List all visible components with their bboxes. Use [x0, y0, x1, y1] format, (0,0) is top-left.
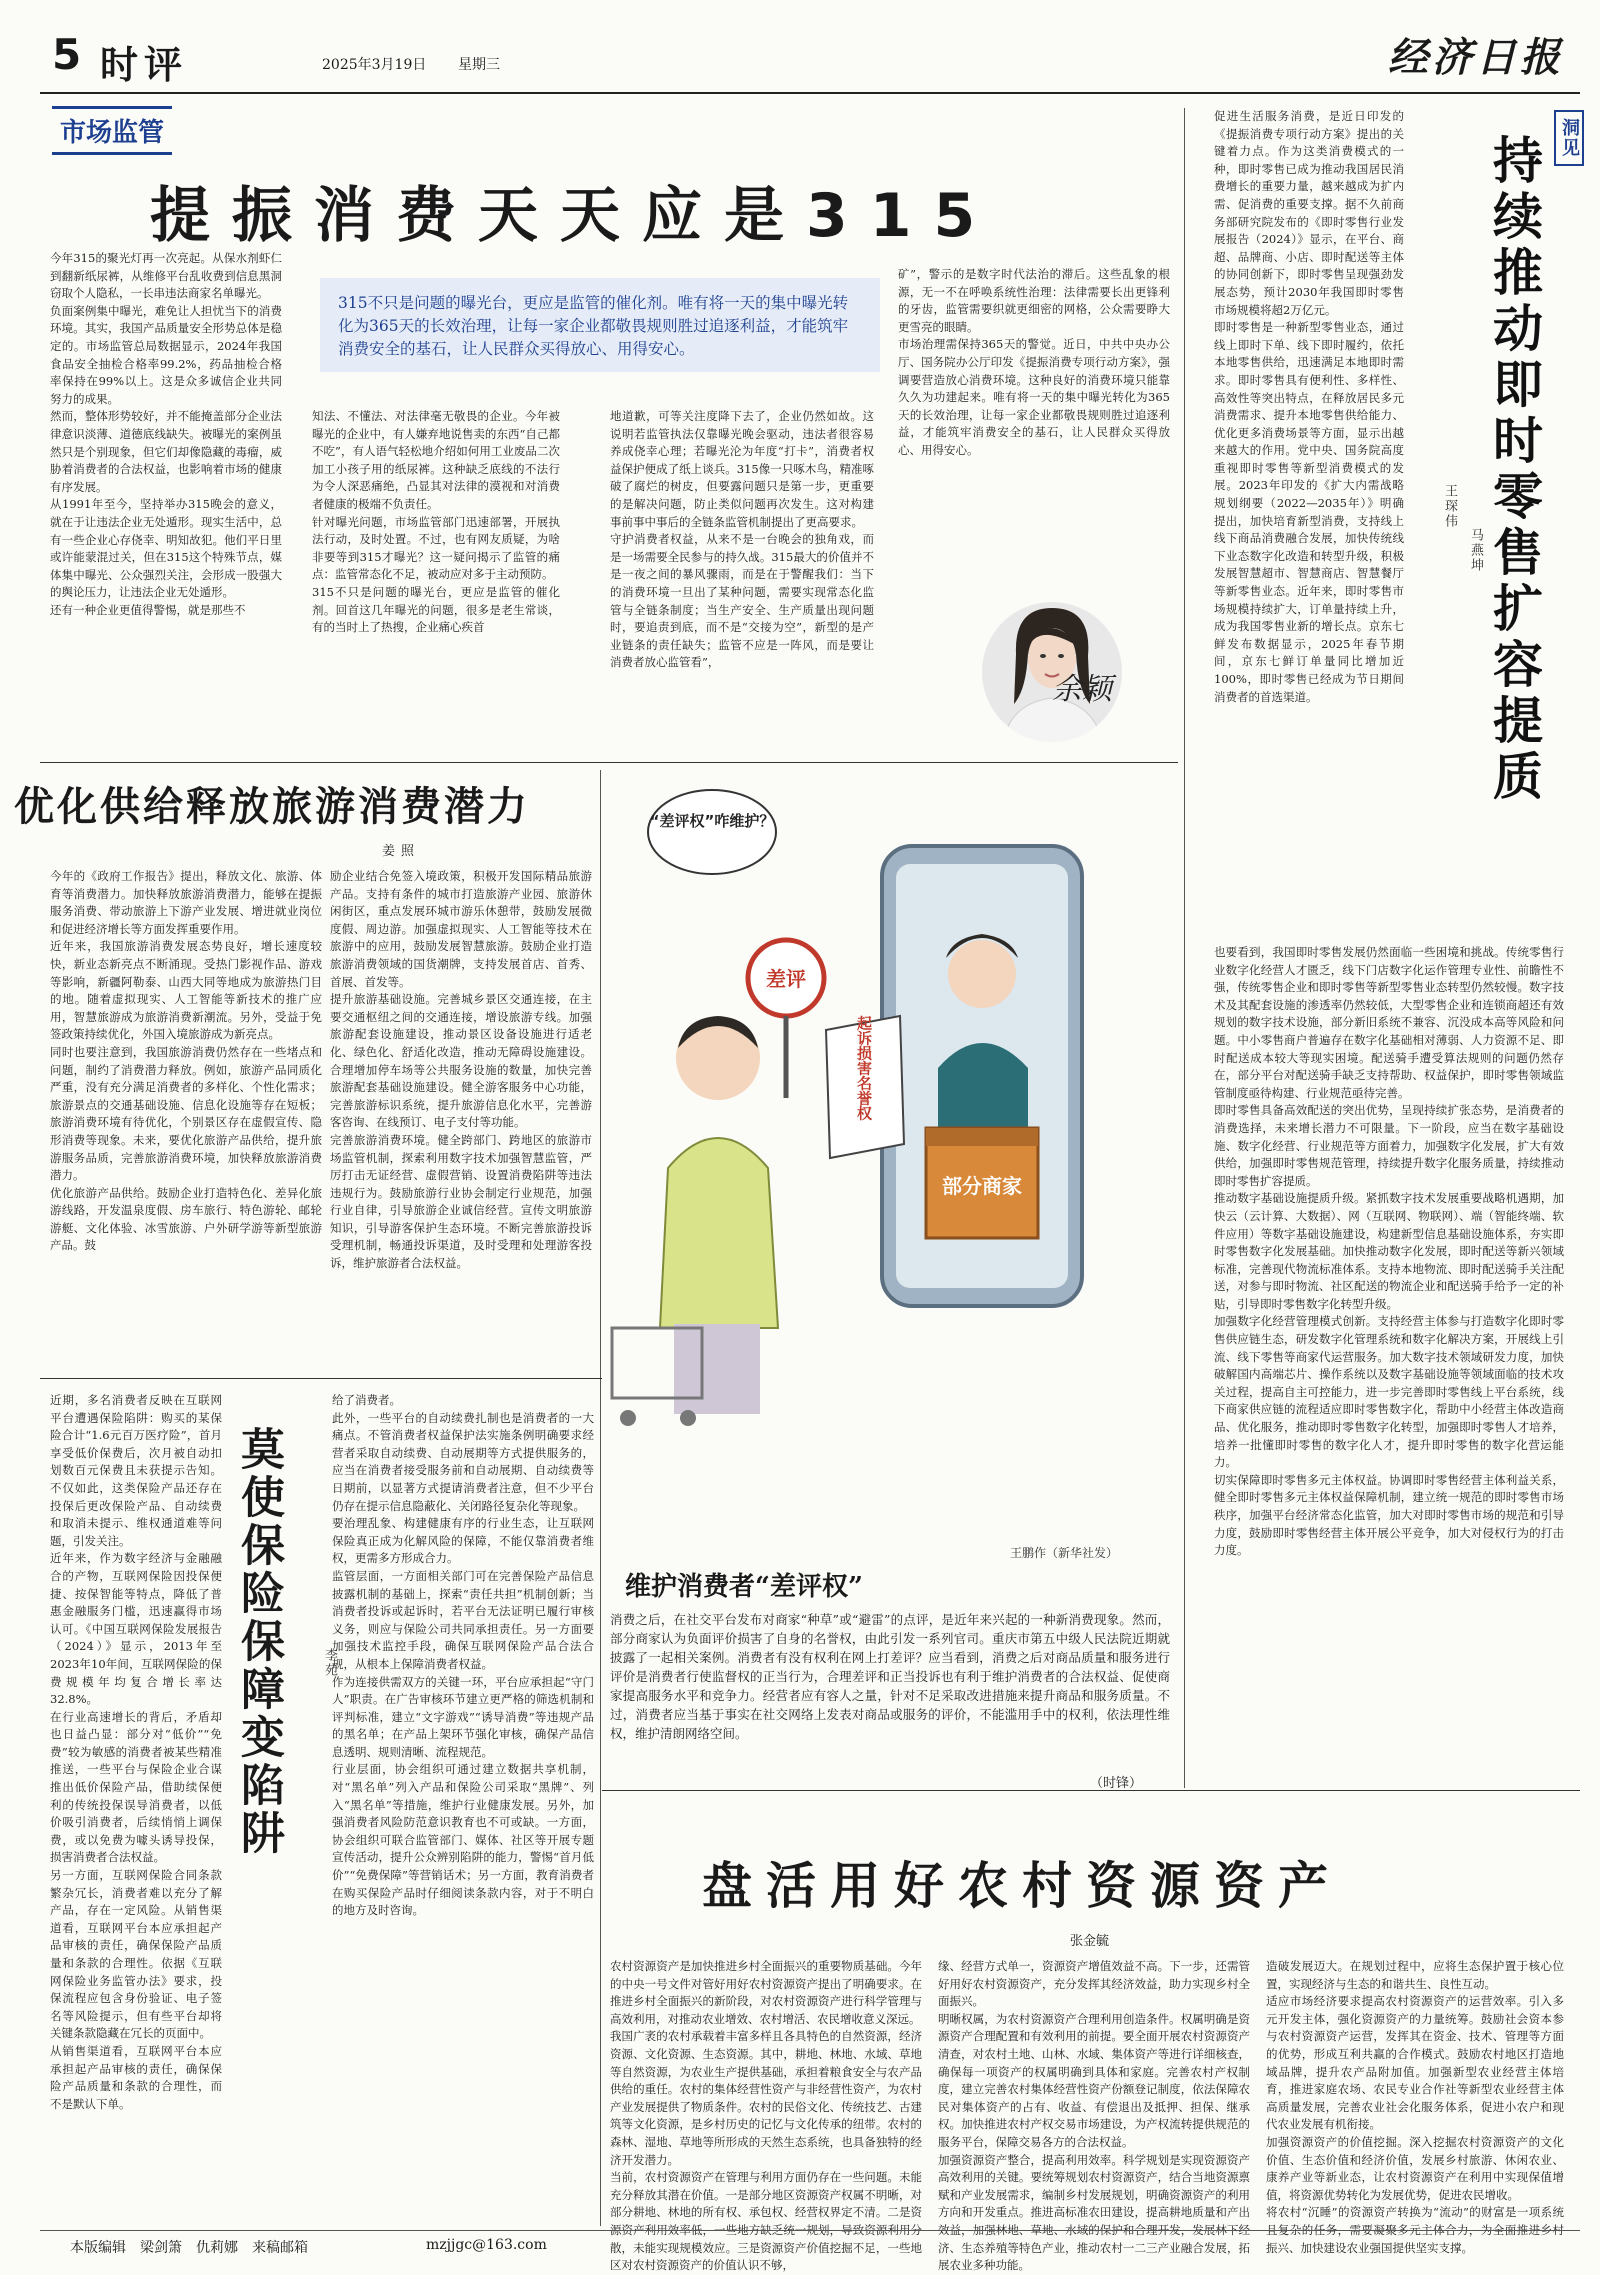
- footer-email: mzjjgc@163.com: [426, 2237, 547, 2253]
- tourism-column-1: 今年的《政府工作报告》提出，释放文化、旅游、体育等消费潜力。加快释放旅游消费潜力，能够在提振服务消费、带动旅游上下游产业发展、增进就业岗位和促进经济增长等方面发挥重要作用。 近年来，我国旅游消费发展态势良好，增长速度较快，新业态新亮点不断涌现。受热门影视作品、游戏等影响，新疆阿勒泰、山西大同等地成为旅游热门目的地。随着虚拟现实、人工智能等新技术的推广应用，智慧旅游成为旅游消费新潮流。另外，受益于免签政策持续优化，外国入境旅游成为新亮点。 同时也要注意到，我国旅游消费仍然存在一些堵点和问题，制约了消费潜力释放。例如，旅游产品同质化严重，没有充分满足消费者的多样化、个性化需求；旅游景点的交通基础设施、信息化设施等存在短板；旅游消费环境有待优化，个别景区存在虚假宣传、隐形消费等现象。未来，要优化旅游产品供给，提升旅游服务品质，完善旅游消费环境，加快释放旅游消费潜力。 优化旅游产品供给。鼓励企业打造特色化、差异化旅游线路，开发温泉度假、房车旅行、特色游轮、邮轮游艇、文化体验、冰雪旅游、户外研学游等新型旅游产品。鼓: [50, 869, 322, 1253]
- insurance-column-2: 给了消费者。 此外，一些平台的自动续费扎制也是消费者的一大痛点。不管消费者权益保护法实施条例明确要求经营者采取自动续费、自动展期等方式提供服务的，应当在消费者接受服务前和自动展期、自动续费等日期前，以显著方式提请消费者注意，但不少平台仍存在提示信息隐蔽化、关闭路径复杂化等现象。 要治理乱象、构建健康有序的行业生态，让互联网保险真正成为化解风险的保障，不能仅靠消费者维权，更需多方形成合力。 监管层面，一方面相关部门可在完善保险产品信息披露机制的基础上，探索“责任共担”机制创新；当消费者投诉或起诉时，若平台无法证明已履行审核义务，则应与保险公司共同承担责任。另一方面要加强技术监控手段，确保互联网保险产品合法合规，从根本上保障消费者权益。 作为连接供需双方的关键一环，平台应承担起“守门人”职责。在广告审核环节建立更严格的筛选机制和评判标准，建立“文字游戏”“诱导消费”等违规产品的黑名单；在产品上架环节强化审核，确保产品信息透明、规则清晰、流程规范。 行业层面，协会组织可通过建立数据共享机制，对“黑名单”列入产品和保险公司采取“黑牌”、列入“黑名单”等措施，维护行业健康发展。另外，加强消费者风险防范意识教育也不可或缺。一方面，协会组织可联合监管部门、媒体、社区等开展专题宣传活动，提升公众辨别陷阱的能力，警惕“首月低价”“免费保障”等营销话术；另一方面，教育消费者在购买保险产品时仔细阅读条款内容，对于不明白的地方及时咨询。: [332, 1393, 594, 1918]
- header-rule: [40, 92, 1580, 94]
- rural-column-1: 农村资源资产是加快推进乡村全面振兴的重要物质基础。今年的中央一号文件对管好用好农村资源资产提出了明确要求。在推进乡村全面振兴的新阶段，对农村资源资产进行科学管理与高效利用，对推动农业增效、农村增活、农民增收意义深远。 我国广袤的农村承载着丰富多样且各具特色的自然资源，经济资源、文化资源、生态资源。其中，耕地、林地、水域、草地等自然资源，为农业生产提供基础，承担着粮食安全与农产品供给的重任。农村的集体经营性资产与非经营性资产，为农村产业发展提供了物质条件。农村的民俗文化、传统技艺、古建筑等文化资源，是乡村历史的记忆与文化传承的纽带。农村的森林、湿地、草地等所形成的天然生态系统，也具备独特的经济开发潜力。 当前，农村资源资产在管理与利用方面仍存在一些问题。未能充分释放其潜在价值。一是部分地区资源资产权属不明晰，对部分耕地、林地的所有权、承包权、经营权界定不清。二是资源资产利用效率低，一些地方缺乏统一规划，导致资源利用分散，未能实现规模效应。三是资源资产价值挖掘不足，一些地区对农村资源资产的价值认识不够，: [610, 1959, 922, 2273]
- insurance-title: 莫使保险保障变陷阱: [233, 1426, 284, 1858]
- main-title: 提振消费天天应是315: [150, 181, 998, 251]
- page-number: 5: [52, 30, 82, 79]
- rights-byline: （时锋）: [1090, 1776, 1143, 1791]
- issue-weekday: 星期三: [458, 57, 500, 73]
- retail-author-1: 王琛伟: [1442, 484, 1457, 529]
- masthead-logo: 经济日报: [1388, 34, 1564, 81]
- insurance-author: 李苑: [322, 1648, 337, 1678]
- market-column-1: 今年315的聚光灯再一次亮起。从保水剂虾仁到翻新纸尿裤，从维修平台乱收费到信息黑洞窃取个人隐私，一长串违法商家名单曝光。 负面案例集中曝光，难免让人担忧当下的消费环境。其实，我国产品质量安全形势总体是稳定的。市场监管总局数据显示，2024年我国食品安全抽检合格率99.2%，药品抽检合格率保持在99%以上。这是众多诚信企业共同努力的成果。 然而，整体形势较好，并不能掩盖部分企业法律意识淡薄、道德底线缺失。被曝光的案例虽然只是个别现象，但它们却像隐藏的毒瘤，威胁着消费者的合法权益，也影响着市场的健康有序发展。 从1991年至今，坚持举办315晚会的意义，就在于让违法企业无处遁形。现实生活中，总有一些企业心存侥幸、明知故犯。他们平日里或许能蒙混过关，但在315这个特殊节点，媒体集中曝光、公众强烈关注，会形成一股强大的舆论压力，让违法企业无处遁形。 还有一种企业更值得警惕，就是那些不: [50, 251, 282, 617]
- section-name: 时评: [100, 42, 189, 87]
- column-tag-insight: 洞见: [1554, 110, 1584, 166]
- rural-title: 盘活用好农村资源资产: [702, 1857, 1342, 1915]
- market-column-4: 矿”，警示的是数字时代法治的滞后。这些乱象的根源，无一不在呼唤系统性治理：法律需要长出更锋利的牙齿，监管需要织就更细密的网格，公众需要睁大更雪亮的眼睛。 市场治理需保持365天的警觉。近日，中共中央办公厅、国务院办公厅印发《提振消费专项行动方案》，强调要营造放心消费环境。这种良好的消费环境只能靠久久为功建起来。唯有将一天的集中曝光转化为365天的长效治理，让每一家企业都敬畏规则胜过追逐利益，才能筑牢消费安全的基石，让人民群众买得放心、用得安心。: [898, 267, 1170, 457]
- pull-quote: 315不只是问题的曝光台，更应是监管的催化剂。唯有将一天的集中曝光转化为365天的长效治理，让每一家企业都敬畏规则胜过追逐利益，才能筑牢消费安全的基石，让人民群众买得放心、用得安心。: [320, 278, 880, 372]
- retail-column-1: 促进生活服务消费，是近日印发的《提振消费专项行动方案》提出的关键着力点。作为这类消费模式的一种，即时零售已成为推动我国居民消费增长的重要力量，越来越成为扩内需、促消费的重要支撑。据不久前商务部研究院发布的《即时零售行业发展报告（2024）》显示，在平台、商超、品牌商、小店、即时配送等主体的协同创新下，即时零售呈现强劲发展态势，预计2030年我国即时零售市场规模将超2万亿元。 即时零售是一种新型零售业态，通过线上即时下单、线下即时履约，依托本地零售供给，迅速满足本地即时需求。即时零售具有便利性、多样性、高效性等突出特点，在释放居民多元消费需求、提升本地零售供给能力、优化更多消费场景等方面，显示出越来越大的作用。党中央、国务院高度重视即时零售等新型消费模式的发展。2023年印发的《扩大内需战略规划纲要（2022—2035年）》明确提出，加快培育新型消费，支持线上线下商品消费融合发展，加快传统线下业态数字化改造和转型升级，积极发展智慧超市、智慧商店、智慧餐厅等新零售业态。近年来，即时零售市场规模持续扩大，订单量持续上升，成为我国零售业新的增长点。京东七鲜发布数据显示，2025年春节期间，京东七鲜订单量同比增加近100%，即时零售已经成为节日期间消费者的首选渠道。: [1214, 109, 1404, 704]
- market-bottom-rule: [40, 762, 1178, 763]
- issue-date: 2025年3月19日: [322, 57, 427, 73]
- cartoon-bubble: “差评权”咋维护？: [649, 812, 775, 830]
- rural-column-2: 缘、经营方式单一，资源资产增值效益不高。下一步，还需管好用好农村资源资产，充分发挥其经济效益，助力实现乡村全面振兴。 明晰权属，为农村资源资产合理利用创造条件。权属明确是资源资产合理配置和有效利用的前提。要全面开展农村资源资产清查，对农村土地、山林、水域、集体资产等进行详细核查，确保每一项资产的权属明确到具体和家庭。完善农村产权制度，建立完善农村集体经营性资产份额登记制度，依法保障农民对集体资产的占有、收益、有偿退出及抵押、担保、继承权。加快推进农村产权交易市场建设，为产权流转提供规范的服务平台，保障交易各方的合法权益。 加强资源资产整合，提高利用效率。科学规划是实现资源资产高效利用的关键。要统筹规划农村资源资产，结合当地资源禀赋和产业发展需求，编制乡村发展规划，明确资源资产的利用方向和开发重点。推进高标准农田建设，提高耕地质量和产出效益，加强林地、草地、水域的保护和合理开发，发展林下经济、生态养殖等特色产业，推动农村一二三产业融合发展，拓展农业多种功能。: [938, 1959, 1250, 2273]
- rural-top-rule: [602, 1790, 1580, 1791]
- column-tag-market: 市场监管: [52, 106, 172, 155]
- tourism-title: 优化供给释放旅游消费潜力: [14, 783, 530, 830]
- market-column-2: 知法、不懂法、对法律毫无敬畏的企业。今年被曝光的企业中，有人嫌弃地说售卖的东西“自己都不吃”，有人语气轻松地介绍如何用工业废品二次加工小孩子用的纸尿裤。这种缺乏底线的不法行为令人深恶痛绝，凸显其对法律的漠视和对消费者健康的极端不负责任。 针对曝光问题，市场监管部门迅速部署，开展执法行动，及时处置。不过，也有网友质疑，为啥非要等到315才曝光？这一疑问揭示了监管的痛点：监管常态化不足，被动应对多于主动预防。 315不只是问题的曝光台，更应是监管的催化剂。回首这几年曝光的问题，很多是老生常谈，有的当时上了热搜，企业痛心疾首: [312, 409, 560, 635]
- footer-editors: 本版编辑 梁剑箫 仇莉娜 来稿邮箱: [70, 2240, 308, 2256]
- rural-column-3: 造破发展迈大。在规划过程中，应将生态保护置于核心位置，实现经济与生态的和谐共生、良性互动。 适应市场经济要求提高农村资源资产的运营效率。引入多元开发主体，强化资源资产的力量统筹。鼓励社会资本参与农村资源资产运营，发挥其在资金、技术、管理等方面的优势，形成互利共赢的合作模式。鼓励农村地区打造地域品牌，提升农产品附加值。加强新型农业经营主体培育，推进家庭农场、农民专业合作社等新型农业经营主体高质量发展，完善农业社会化服务体系，促进小农户和现代农业发展有机衔接。 加强资源资产的价值挖掘。深入挖掘农村资源资产的文化价值、生态价值和经济价值，发展乡村旅游、休闲农业、康养产业等新业态，让农村资源资产在利用中实现保值增值，将资源优势转化为发展优势，促进农民增收。 将农村“沉睡”的资源资产转换为“流动”的财富是一项系统且复杂的任务，需要凝聚多元主体合力，为全面推进乡村振兴、加快建设农业强国提供坚实支撑。: [1266, 1959, 1564, 2255]
- rights-body: 消费之后，在社交平台发布对商家“种草”或“避雷”的点评，是近年来兴起的一种新消费现象。然而，部分商家认为负面评价损害了自身的名誉权，由此引发一系列官司。重庆市第五中级人民法院近期就披露了一起相关案例。消费者有没有权利在网上打差评？应当看到，消费之后对商品质量和服务进行评价是消费者行使监督权的正当行为，合理差评和正当投诉也有利于维护消费者的合法权益、促使商家提高服务水平和竞争力。经营者应有容人之量，针对不足采取改进措施来提升商品和服务质量。不过，消费者应当基于事实在社交网络上发表对商品或服务的评价，不能滥用手中的权利，依法理性维权，维护清朗网络空间。: [610, 1612, 1170, 1741]
- retail-title: 持续推动即时零售扩容提质: [1485, 134, 1543, 806]
- cartoon-badge: 差评: [766, 967, 806, 991]
- footer-rule: [40, 2230, 1580, 2231]
- rural-author: 张金毓: [1070, 1934, 1110, 1949]
- insurance-top-rule: [40, 1378, 602, 1379]
- author-signature: 余颖: [1052, 672, 1112, 707]
- tourism-divider: [600, 770, 601, 1390]
- cartoon-credit: 王鹏作（新华社发）: [1010, 1546, 1119, 1560]
- rights-title: 维护消费者“差评权”: [625, 1572, 863, 1602]
- retail-column-2: 也要看到，我国即时零售发展仍然面临一些困境和挑战。传统零售行业数字化经营人才匮乏，线下门店数字化运作管理专业性、前瞻性不强，传统零售企业和即时零售等新型零售业态转型仍然较慢。数字技术及其配套设施的渗透率仍然较低，大型零售企业和连锁商超还有效规划的数字技术设施，部分新旧系统不兼容、沉没成本高等风险和问题。中小零售商户普遍存在数字化基础相对薄弱、人力资源不足、即时配送成本较大等现实困境。配送骑手遭受算法规则的问题仍然存在，部分平台对配送骑手缺乏支持帮助、权益保护，即时零售领域监管制度亟待构建、行业规范亟待完善。 即时零售具备高效配送的突出优势，呈现持续扩张态势，是消费者的消费选择，未来增长潜力不可限量。下一阶段，应当在数字基础设施、数字化经营、行业规范等方面着力，加强数字化发展，扩大有效供给，加强即时零售规范管理，持续提升数字化服务质量，持续推动即时零售扩容提质。 推动数字基础设施提质升级。紧抓数字技术发展重要战略机遇期，加快云（云计算、大数据）、网（互联网、物联网）、端（智能终端、软件应用）等数字基础设施建设，构建新型信息基础设施体系，夯实即时零售数字化发展基础。加快推动数字化发展，即时配送等新兴领域标准，完善现代物流标准体系。支持本地物流、即时配送骑手关注配送，对参与即时物流、社区配送的物流企业和配送骑手给予一定的补贴，引导即时零售数字化转型升级。 加强数字化经营管理模式创新。支持经营主体参与打造数字化即时零售供应链生态，研发数字化管理系统和数字化解决方案，开展线上引流、线下零售等商家代运营服务。加大数字技术领域研发力度，加快破解国内高端芯片、操作系统以及数字基础设施等领域面临的技术攻关过程，提高自主可控能力，进一步完善即时零售线上平台系统，线下商家供应链的流程适应即时零售数字化，帮助中小经营主体改造商品、优化服务，推动即时零售数字化转型，加强即时零售人才培养，培养一批懂即时零售的数字化人才，提升即时零售的数字化营运能力。 切实保障即时零售多元主体权益。协调即时零售经营主体利益关系，健全即时零售多元主体权益保障机制，建立统一规范的即时零售市场秩序，加强平台经济常态化监管，加大对即时零售市场的规范和引导力度，鼓励即时零售经营主体开展公平竞争，加大对侵权行为的打击力度。: [1214, 945, 1564, 1558]
- tourism-column-2: 励企业结合免签入境政策，积极开发国际精品旅游产品。支持有条件的城市打造旅游产业园、旅游休闲街区，重点发展环城市游乐休憩带，鼓励发展微度假、周边游。加强虚拟现实、人工智能等技术在旅游中的应用，鼓励发展智慧旅游。鼓励企业打造旅游消费领域的国货潮牌，支持发展首店、首秀、首展、首发等。 提升旅游基础设施。完善城乡景区交通连接，在主要交通枢纽之间的交通连接，增设旅游专线。加强旅游配套设施建设，推动景区设备设施进行适老化、绿色化、舒适化改造，推动无障碍设施建设。合理增加停车场等公共服务设施的数量，加快完善旅游配套基础设施建设。健全游客服务中心功能，完善旅游标识系统，提升旅游信息化水平，完善游客咨询、在线预订、电子支付等功能。 完善旅游消费环境。健全跨部门、跨地区的旅游市场监管机制，探索利用数字技术加强智慧监管，严厉打击无证经营、虚假营销、设置消费陷阱等违法违规行为。鼓励旅游行业协会制定行业规范，加强行业自律，引导旅游企业诚信经营。宣传文明旅游知识，引导游客保护生态环境。不断完善旅游投诉受理机制，畅通投诉渠道，及时受理和处理游客投诉，维护旅游者合法权益。: [330, 869, 592, 1271]
- cartoon-illustration: [608, 768, 1160, 1538]
- insurance-column-1: 近期，多名消费者反映在互联网平台遭遇保险陷阱：购买的某保险合计“1.6元百万医疗险”，首月享受低价保费后，次月被自动扣划数百元保费且未获提示告知。不仅如此，这类保险产品还存在投保后更改保险产品、自动续费和取消未提示、维权通道难等问题，引发关注。 近年来，作为数字经济与金融融合的产物，互联网保险因投保便捷、按保智能等特点，降低了普惠金融服务门槛，迅速赢得市场认可。《中国互联网保险发展报告（2024）》显示，2013年至2023年10年间，互联网保险的保费规模年均复合增长率达32.8%。 在行业高速增长的背后，矛盾却也日益凸显：部分对“低价”“免费”较为敏感的消费者被某些精准推送，一些平台与保险企业合谋推出低价保险产品，借助续保便利的传统投保误导消费者，以低价吸引消费者，后续悄悄上调保费，或以免费为噱头诱导投保，损害消费者合法权益。 另一方面，互联网保险合同条款繁杂冗长，消费者难以充分了解产品，存在一定风险。从销售渠道看，互联网平台本应承担起产品审核的责任，确保保险产品质量和条款的合理性。依据《互联网保险业务监管办法》要求，投保流程应包含身份验证、电子签名等风险提示，但有些平台却将关键条款隐藏在冗长的页面中。 从销售渠道看，互联网平台本应承担起产品审核的责任，确保保险产品质量和条款的合理性，而不是默认下单。: [50, 1393, 222, 2111]
- retail-author-2: 马燕坤: [1468, 528, 1483, 573]
- insurance-divider: [600, 1386, 601, 2226]
- retail-divider: [1184, 108, 1185, 1788]
- market-column-3: 地道歉，可等关注度降下去了，企业仍然如故。这说明若监管执法仅靠曝光晚会驱动，违法者很容易养成侥幸心理；若曝光沦为年度“打卡”，消费者权益保护便成了纸上谈兵。315像一只啄木鸟，精准啄破了腐烂的树皮，但要露问题只是第一步，更重要的是解决问题，防止类似问题再次发生。这对构建事前事中事后的全链条监管机制提出了更高要求。 守护消费者权益，从来不是一台晚会的独角戏，而是一场需要全民参与的持久战。315最大的价值并不是一夜之间的暴风骤雨，而是在于警醒我们：当下的消费环境一旦出了某种问题，需要实现常态化监管与全链条制度；当生产安全、生产质量出现问题时，要追责到底，而不是“交接为空”，新型的是产业链条的责任缺失；监管不应是一阵风，而是要让消费者放心监管看”，: [610, 409, 874, 670]
- tourism-author: 姜照: [382, 844, 421, 859]
- cartoon-scroll-text: 起诉损害名誉权: [855, 1015, 873, 1121]
- cartoon-box-label: 部分商家: [942, 1174, 1022, 1198]
